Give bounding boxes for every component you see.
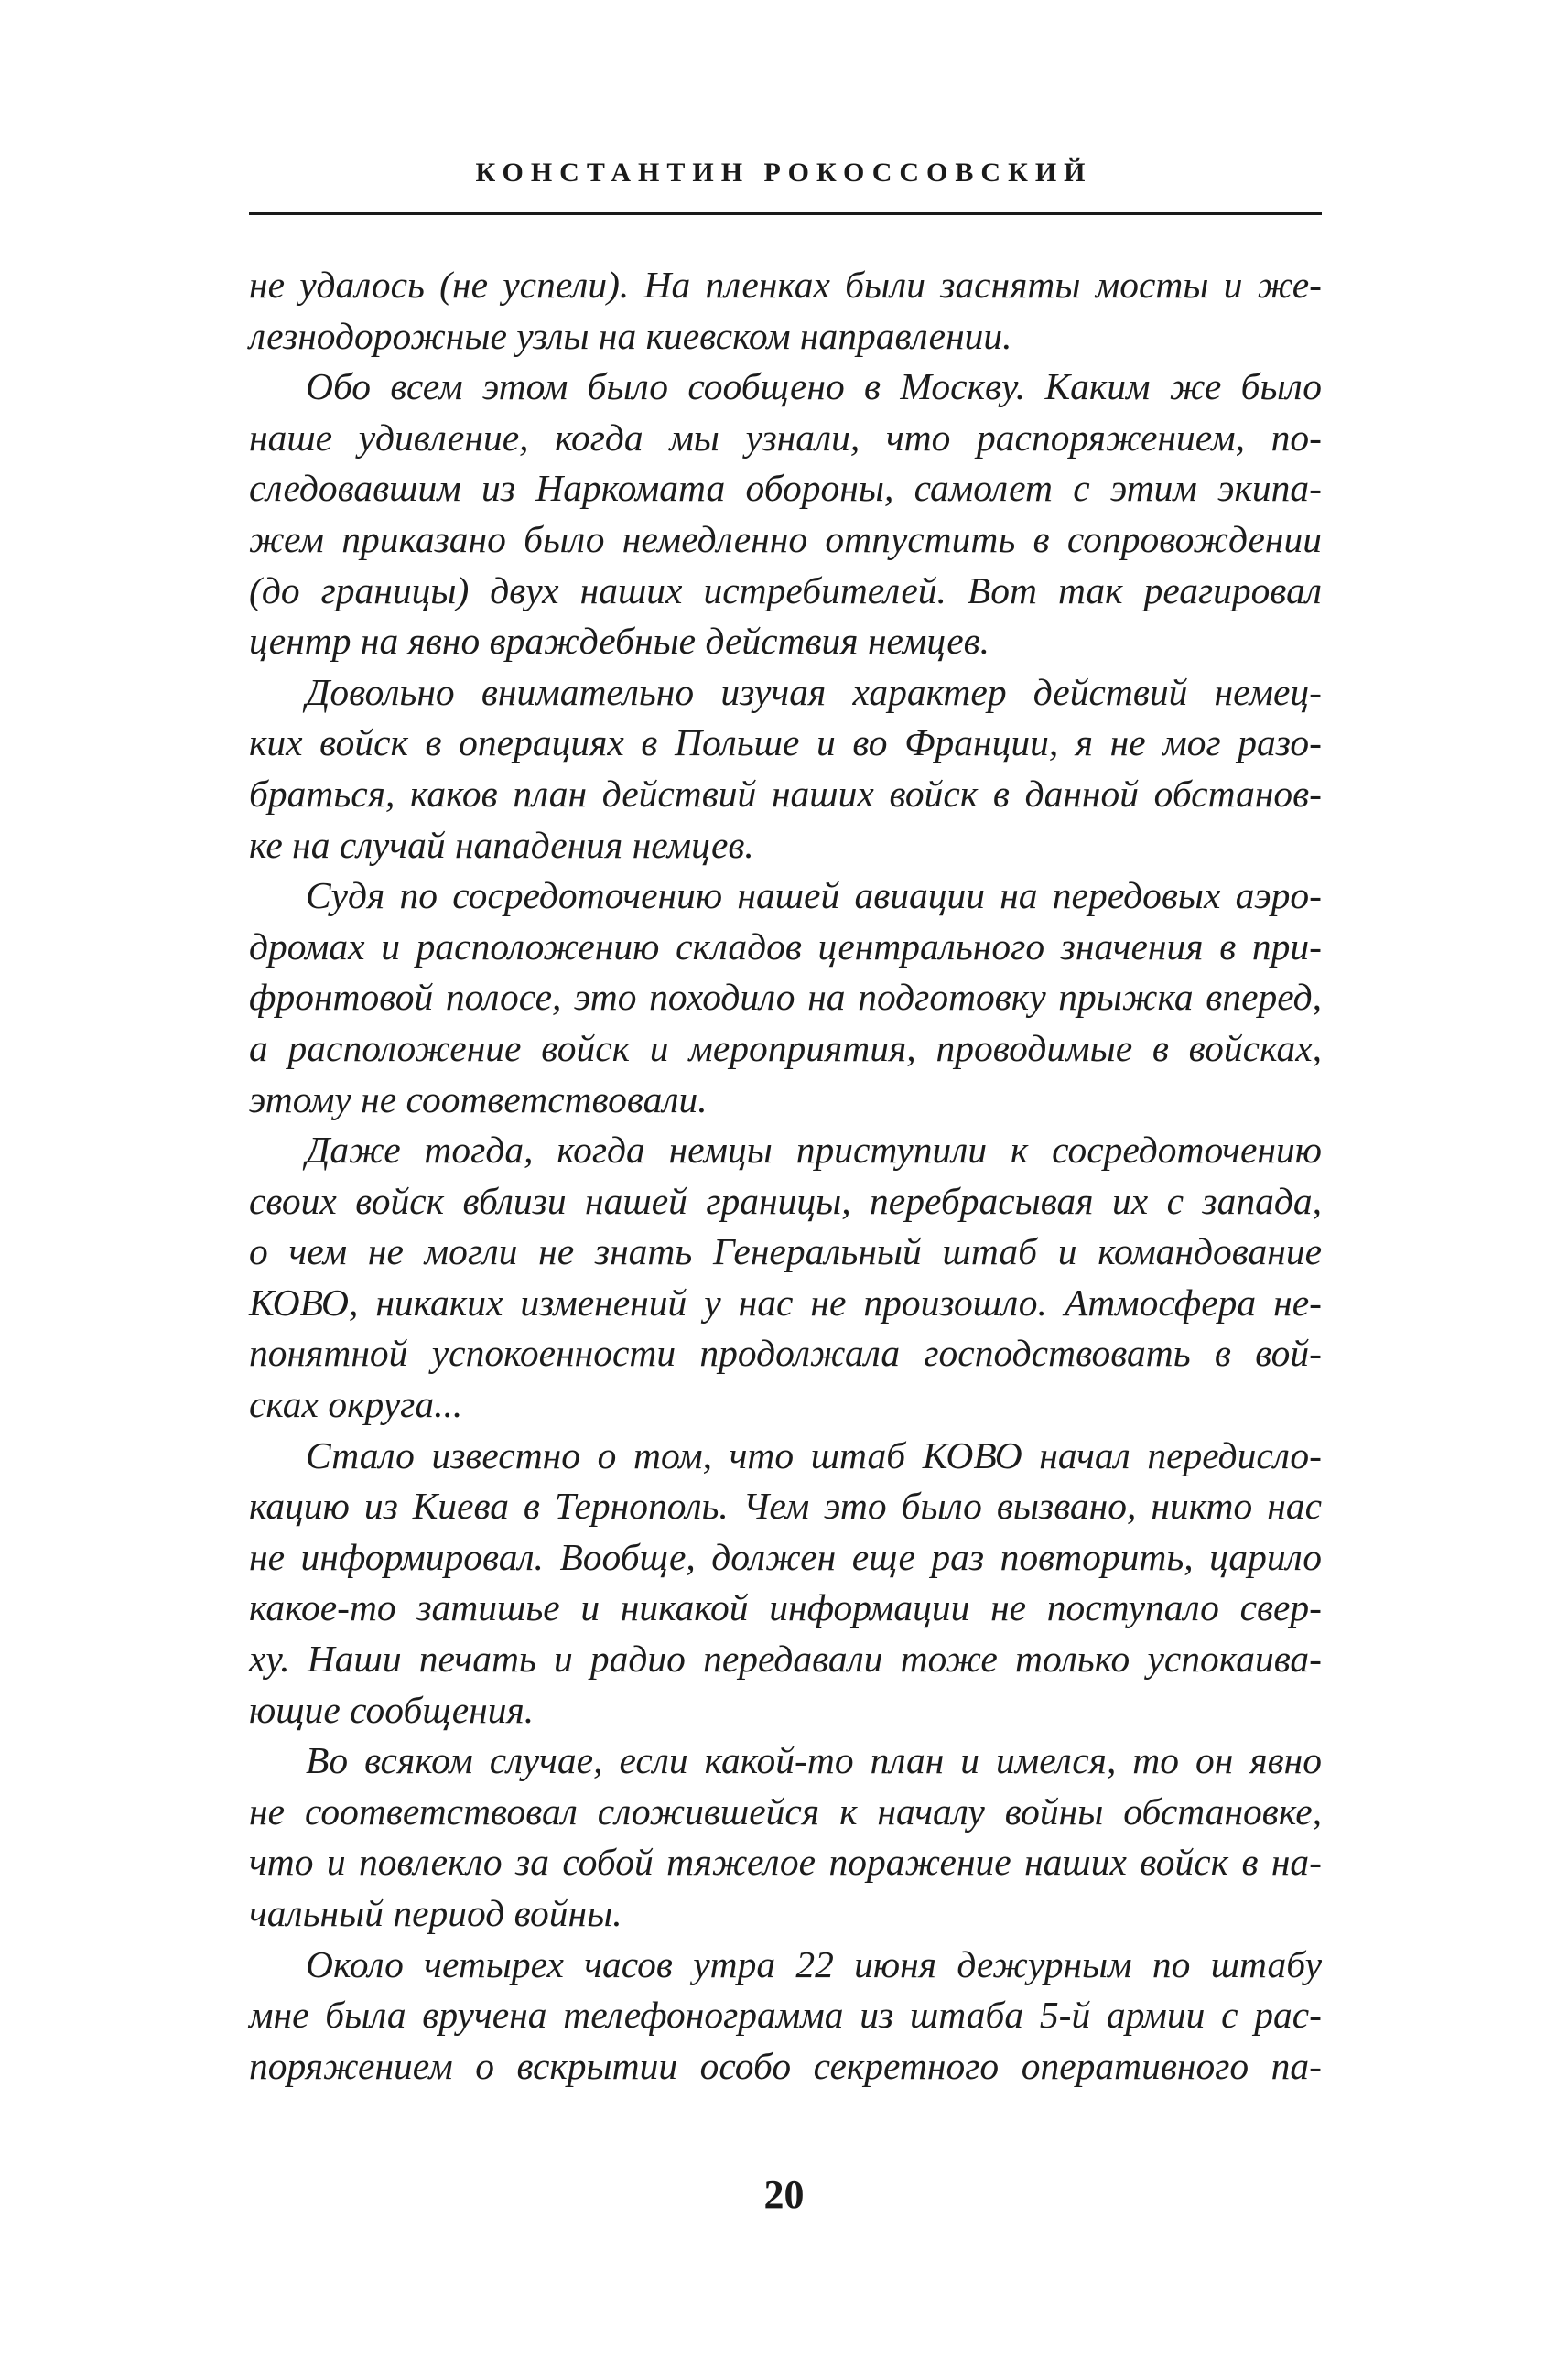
- text-line: какое-то затишье и никакой информации не поступало свер-: [249, 1586, 1322, 1629]
- text-line: наше удивление, когда мы узнали, что распоряжением, по-: [249, 416, 1322, 459]
- text-line: чальный период войны.: [249, 1892, 622, 1934]
- text-line: о чем не могли не знать Генеральный штаб и командование: [249, 1230, 1322, 1273]
- text-line: КОВО, никаких изменений у нас не произошло. Атмосфера не-: [249, 1281, 1322, 1324]
- text-line: лезнодорожные узлы на киевском направлении.: [249, 314, 1012, 357]
- text-line: центр на явно враждебные действия немцев.: [249, 620, 990, 663]
- text-line: поряжением о вскрытии особо секретного оперативного па-: [249, 2044, 1322, 2087]
- text-line: понятной успокоенности продолжала господствовать в вой-: [249, 1332, 1322, 1375]
- running-head: КОНСТАНТИН РОКОССОВСКИЙ: [475, 157, 1093, 188]
- text-line: Даже тогда, когда немцы приступили к сосредоточению: [306, 1129, 1322, 1172]
- page-number: 20: [763, 2172, 805, 2217]
- text-line: дромах и расположению складов центрального значения в при-: [249, 925, 1322, 968]
- text-line: кацию из Киева в Тернополь. Чем это было вызвано, никто нас: [249, 1485, 1322, 1528]
- text-line: не соответствовал сложившейся к началу войны обстановке,: [249, 1790, 1322, 1833]
- text-line: браться, каков план действий наших войск в данной обстанов-: [249, 772, 1322, 815]
- text-line: ху. Наши печать и радио передавали тоже только успокаива-: [249, 1638, 1322, 1681]
- text-line: этому не соответствовали.: [249, 1077, 708, 1120]
- text-line: Судя по сосредоточению нашей авиации на передовых аэро-: [306, 874, 1322, 917]
- text-line: фронтовой полосе, это походило на подготовку прыжка вперед,: [249, 976, 1322, 1019]
- text-line: Около четырех часов утра 22 июня дежурным по штабу: [306, 1942, 1322, 1985]
- text-line: своих войск вблизи нашей границы, перебрасывая их с запада,: [249, 1179, 1322, 1222]
- text-line: ющие сообщения.: [249, 1688, 535, 1731]
- text-line: (до границы) двух наших истребителей. Вот так реагировал: [249, 568, 1322, 611]
- text-line: не информировал. Вообще, должен еще раз повторить, царило: [249, 1535, 1322, 1578]
- text-line: ке на случай нападения немцев.: [249, 823, 754, 866]
- text-line: ких войск в операциях в Польше и во Франции, я не мог разо-: [249, 721, 1322, 764]
- text-line: сках округа...: [249, 1383, 463, 1426]
- text-line: что и повлекло за собой тяжелое поражение наших войск в на-: [249, 1841, 1322, 1884]
- text-line: следовавшим из Наркомата обороны, самолет с этим экипа-: [249, 467, 1322, 510]
- text-line: Обо всем этом было сообщено в Москву. Каким же было: [306, 365, 1322, 408]
- text-line: а расположение войск и мероприятия, проводимые в войсках,: [249, 1026, 1322, 1069]
- header-rule: [249, 212, 1322, 215]
- text-line: жем приказано было немедленно отпустить в сопровождении: [249, 517, 1322, 560]
- text-line: не удалось (не успели). На пленках были засняты мосты и же-: [249, 264, 1322, 306]
- text-line: Во всяком случае, если какой-то план и имелся, то он явно: [306, 1739, 1322, 1782]
- text-line: Стало известно о том, что штаб КОВО начал передисло-: [306, 1433, 1322, 1476]
- text-line: мне была вручена телефонограмма из штаба 5-й армии с рас-: [249, 1994, 1322, 2037]
- body-text: [249, 260, 1322, 2092]
- text-line: Довольно внимательно изучая характер действий немец-: [306, 670, 1322, 713]
